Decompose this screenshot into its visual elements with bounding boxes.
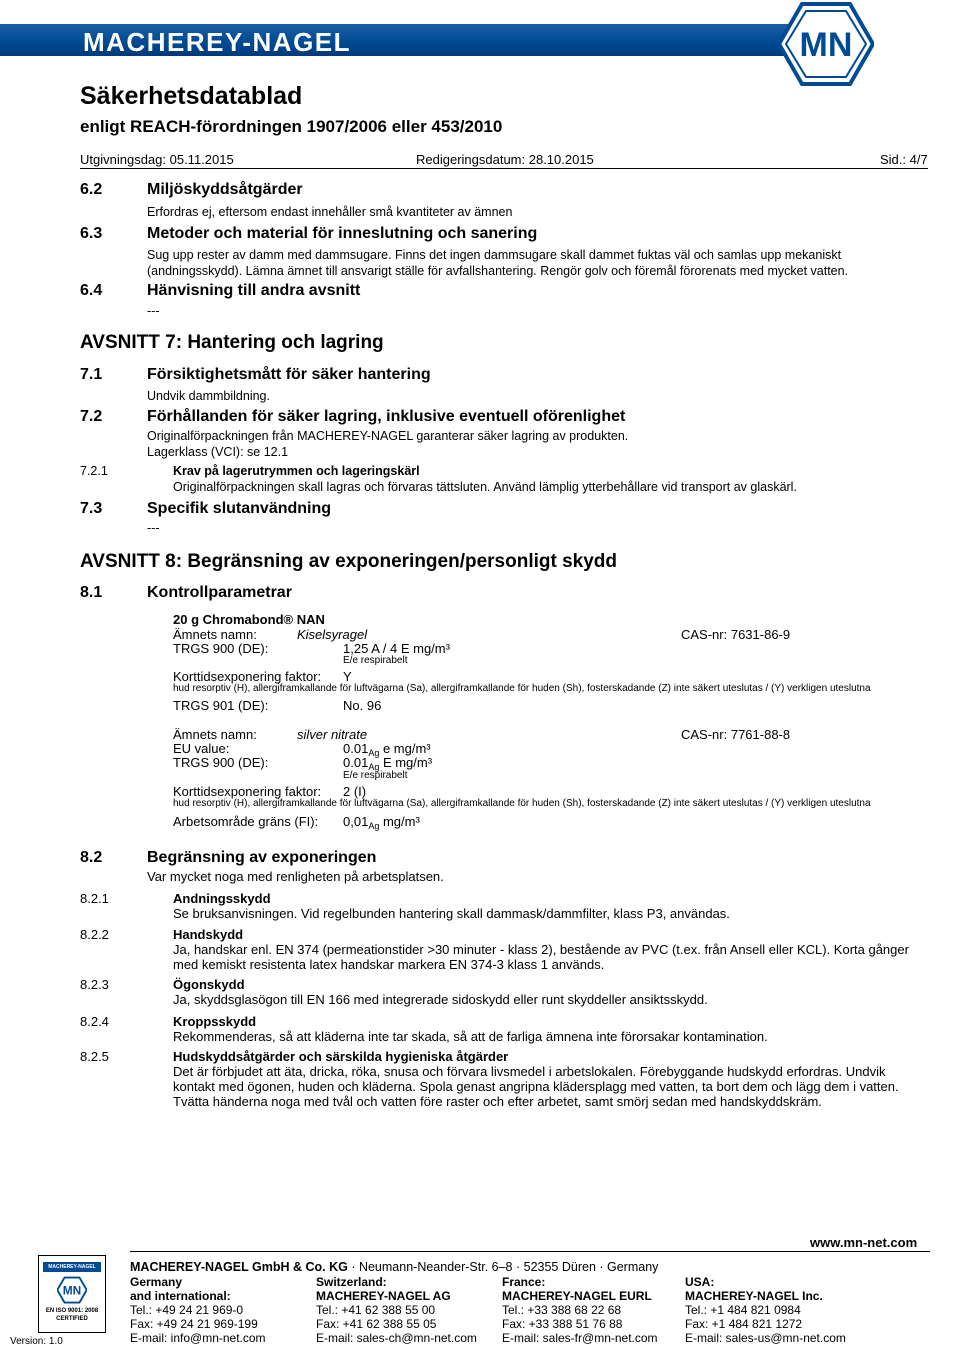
contact-fax: Fax: +1 484 821 1272	[685, 1317, 803, 1331]
contact-email[interactable]: E-mail: sales-ch@mn-net.com	[316, 1331, 477, 1345]
chapter-heading: AVSNITT 8: Begränsning av exponeringen/personligt skydd	[80, 551, 618, 572]
section-title: Hänvisning till andra avsnitt	[147, 282, 361, 299]
limit-label: EU value:	[173, 741, 230, 756]
limit-note: E/e respirabelt	[343, 655, 408, 666]
subsection-text: Originalförpackningen skall lagras och förvaras tättsluten. Använd lämplig ytterbehållare vid transport av glaskärl.	[173, 480, 797, 494]
contact-heading: MACHEREY-NAGEL EURL	[502, 1289, 652, 1303]
cert-logo: MACHEREY-NAGEL	[43, 1262, 101, 1272]
contact-fax: Fax: +33 388 51 76 88	[502, 1317, 623, 1331]
contact-email[interactable]: E-mail: sales-us@mn-net.com	[685, 1331, 846, 1345]
subsection-number: 8.2.4	[80, 1014, 109, 1029]
section-text: Undvik dammbildning.	[147, 389, 270, 403]
version-label: Version: 1.0	[10, 1336, 63, 1347]
section-number: 7.3	[80, 500, 103, 517]
issue-date: Utgivningsdag: 05.11.2015	[80, 152, 234, 167]
subsection-title: Andningsskydd	[173, 891, 271, 906]
limit-subscript: Ag	[368, 762, 380, 772]
header-rule	[80, 168, 928, 169]
section-number: 8.1	[80, 584, 103, 601]
contact-email[interactable]: E-mail: info@mn-net.com	[130, 1331, 266, 1345]
page-footer	[0, 1235, 960, 1348]
website-link[interactable]: www.mn-net.com	[810, 1235, 918, 1250]
section-text: (andningsskydd). Lämna ämnet till ansvarigt ställe för avfallshantering. Rengör golv och föremål förorenats med mycket vatten.	[147, 264, 849, 278]
brand-name: MACHEREY-NAGEL	[83, 27, 352, 57]
substance-name-label: Ämnets namn:	[173, 627, 257, 642]
section-title: Förhållanden för säker lagring, inklusive eventuell oförenlighet	[147, 408, 626, 425]
subsection-number: 7.2.1	[80, 464, 108, 478]
section-number: 8.2	[80, 849, 103, 866]
substance-name: Kiselsyragel	[297, 627, 368, 642]
contact-heading: and international:	[130, 1289, 231, 1303]
section-title: Miljöskyddsåtgärder	[147, 181, 303, 198]
section-number: 6.2	[80, 181, 103, 198]
section-text: Var mycket noga med renligheten på arbetsplatsen.	[147, 869, 444, 884]
section-number: 6.3	[80, 225, 103, 242]
section-text: Lagerklass (VCI): se 12.1	[147, 445, 289, 459]
contact-phone: Tel.: +41 62 388 55 00	[316, 1303, 436, 1317]
contact-heading: MACHEREY-NAGEL AG	[316, 1289, 451, 1303]
subsection-text: Rekommenderas, så att kläderna inte tar skada, så att de farliga ämnena inte förorsakar kontamination.	[173, 1029, 768, 1044]
contact-column	[130, 1275, 266, 1345]
product-name: 20 g Chromabond® NAN	[173, 612, 325, 627]
contact-heading: France:	[502, 1275, 546, 1289]
logo-text: MN	[799, 26, 853, 64]
limit-subscript: Ag	[368, 821, 380, 831]
cas-number: CAS-nr: 7761-88-8	[681, 727, 791, 742]
subsection-text: Tvätta händerna noga med tvål och vatten före raster och efter arbetet, samt smörj sedan med handskyddskräm.	[173, 1094, 822, 1109]
section-title: Metoder och material för inneslutning och sanering	[147, 225, 538, 242]
contact-fax: Fax: +49 24 21 969-199	[130, 1317, 258, 1331]
section-title: Begränsning av exponeringen	[147, 849, 377, 866]
contact-fax: Fax: +41 62 388 55 05	[316, 1317, 437, 1331]
mn-logo-icon	[57, 1276, 87, 1304]
company-line	[130, 1260, 658, 1274]
section-number: 6.4	[80, 282, 103, 299]
limit-value	[343, 814, 420, 831]
section-text: Originalförpackningen från MACHEREY-NAGEL garanterar säker lagring av produkten.	[147, 429, 629, 443]
limit-unit: E mg/m³	[379, 755, 433, 770]
limit-label: TRGS 900 (DE):	[173, 641, 269, 656]
subsection-title: Kroppsskydd	[173, 1014, 257, 1029]
subsection-title: Krav på lagerutrymmen och lageringskärl	[173, 464, 420, 478]
contact-heading: Germany	[130, 1275, 183, 1289]
cas-number: CAS-nr: 7631-86-9	[681, 627, 791, 642]
section-number: 7.1	[80, 366, 103, 383]
subsection-number: 8.2.5	[80, 1049, 109, 1064]
subsection-number: 8.2.3	[80, 977, 109, 992]
subsection-text: Ja, skyddsglasögon till EN 166 med integrerade sidoskydd eller runt skyddeller ansiktsskydd.	[173, 992, 708, 1007]
revision-date: Redigeringsdatum: 28.10.2015	[416, 152, 594, 167]
limit-subscript: Ag	[368, 748, 380, 758]
section-number: 7.2	[80, 408, 103, 425]
company-name: MACHEREY-NAGEL GmbH & Co. KG	[130, 1260, 348, 1274]
subsection-text: Ja, handskar enl. EN 374 (permeationstider >30 minuter - klass 2), bestående av PVC (t.ex. från Ansell eller KCL). Korta gånger	[173, 942, 909, 957]
header-banner	[0, 0, 960, 72]
cert-text: EN ISO 9001: 2008	[45, 1308, 99, 1314]
subsection-title: Ögonskydd	[173, 977, 245, 992]
subsection-text: med kemiskt resistenta latex handskar markera EN 374-3 klass 1 används.	[173, 957, 605, 972]
limit-note: E/e respirabelt	[343, 770, 408, 781]
contact-heading: USA:	[685, 1275, 715, 1289]
limit-number: 0,01	[343, 814, 369, 829]
certification-badge	[38, 1255, 106, 1333]
svg-text:MN: MN	[62, 1283, 82, 1298]
contact-column	[316, 1275, 477, 1345]
subsection-text: kontakt med ögonen, huden och kläderna. Spola genast angripna klädersplagg med vatten, ta bort dem och lägg dem i vatten.	[173, 1079, 899, 1094]
subsection-title: Handskydd	[173, 927, 244, 942]
contact-email[interactable]: E-mail: sales-fr@mn-net.com	[502, 1331, 658, 1345]
substance-name-label: Ämnets namn:	[173, 727, 257, 742]
mn-logo-icon	[778, 2, 874, 86]
cert-text: CERTIFIED	[56, 1316, 88, 1322]
section-title: Försiktighetsmått för säker hantering	[147, 366, 431, 383]
hazard-note: hud resorptiv (H), allergiframkallande för luftvägarna (Sa), allergiframkallande för huden (Sh), fosterskadande (Z) inte säkert uteslutas / (Y) verkligen uteslutna	[173, 798, 871, 809]
contact-heading: MACHEREY-NAGEL Inc.	[685, 1289, 823, 1303]
subsection-text: Det är förbjudet att äta, dricka, röka, snusa och förvara livsmedel i arbetslokalen. Förebyggande hudskydd erfordras. Undvik	[173, 1064, 886, 1079]
subsection-text: Se bruksanvisningen. Vid regelbunden hantering skall dammask/dammfilter, klass P3, användas.	[173, 906, 730, 921]
contact-phone: Tel.: +33 388 68 22 68	[502, 1303, 622, 1317]
limit-unit: e mg/m³	[379, 741, 431, 756]
short-term-value: Y	[343, 669, 352, 684]
contact-phone: Tel.: +49 24 21 969-0	[130, 1303, 244, 1317]
page-number: Sid.: 4/7	[880, 152, 928, 167]
limit-label: TRGS 900 (DE):	[173, 755, 269, 770]
limit-number: 0.01	[343, 741, 369, 756]
subsection-number: 8.2.2	[80, 927, 109, 942]
section-text: ---	[147, 304, 160, 318]
section-title: Specifik slutanvändning	[147, 500, 332, 517]
hazard-note: hud resorptiv (H), allergiframkallande för luftvägarna (Sa), allergiframkallande för huden (Sh), fosterskadande (Z) inte säkert uteslutas / (Y) verkligen uteslutna	[173, 683, 871, 694]
limit-number: 0.01	[343, 755, 369, 770]
short-term-label: Korttidsexponering faktor:	[173, 669, 322, 684]
contact-column	[685, 1275, 846, 1345]
limit-value: 1,25 A / 4 E mg/m³	[343, 641, 450, 656]
section-title: Kontrollparametrar	[147, 584, 292, 601]
short-term-label: Korttidsexponering faktor:	[173, 784, 322, 799]
limit-label: TRGS 901 (DE):	[173, 698, 269, 713]
contact-heading: Switzerland:	[316, 1275, 387, 1289]
subsection-number: 8.2.1	[80, 891, 109, 906]
limit-label: Arbetsområde gräns (FI):	[173, 814, 319, 829]
chapter-heading: AVSNITT 7: Hantering och lagring	[80, 332, 384, 353]
limit-unit: mg/m³	[379, 814, 420, 829]
document-subtitle: enligt REACH-förordningen 1907/2006 eller 453/2010	[80, 117, 503, 136]
limit-value: No. 96	[343, 698, 382, 713]
section-text: Erfordras ej, eftersom endast innehåller små kvantiteter av ämnen	[147, 205, 513, 219]
substance-name: silver nitrate	[297, 727, 368, 742]
footer-rule	[130, 1251, 930, 1252]
contact-phone: Tel.: +1 484 821 0984	[685, 1303, 801, 1317]
section-text: Sug upp rester av damm med dammsugare. Finns det ingen dammsugare skall dammet fuktas väl och samlas upp mekaniskt	[147, 248, 842, 262]
company-address: · Neumann-Neander-Str. 6–8 · 52355 Düren · Germany	[347, 1260, 659, 1274]
short-term-value: 2 (I)	[343, 784, 367, 799]
document-title: Säkerhetsdatablad	[80, 82, 303, 110]
subsection-title: Hudskyddsåtgärder och särskilda hygieniska åtgärder	[173, 1049, 509, 1064]
section-text: ---	[147, 521, 160, 535]
contact-column	[502, 1275, 658, 1345]
